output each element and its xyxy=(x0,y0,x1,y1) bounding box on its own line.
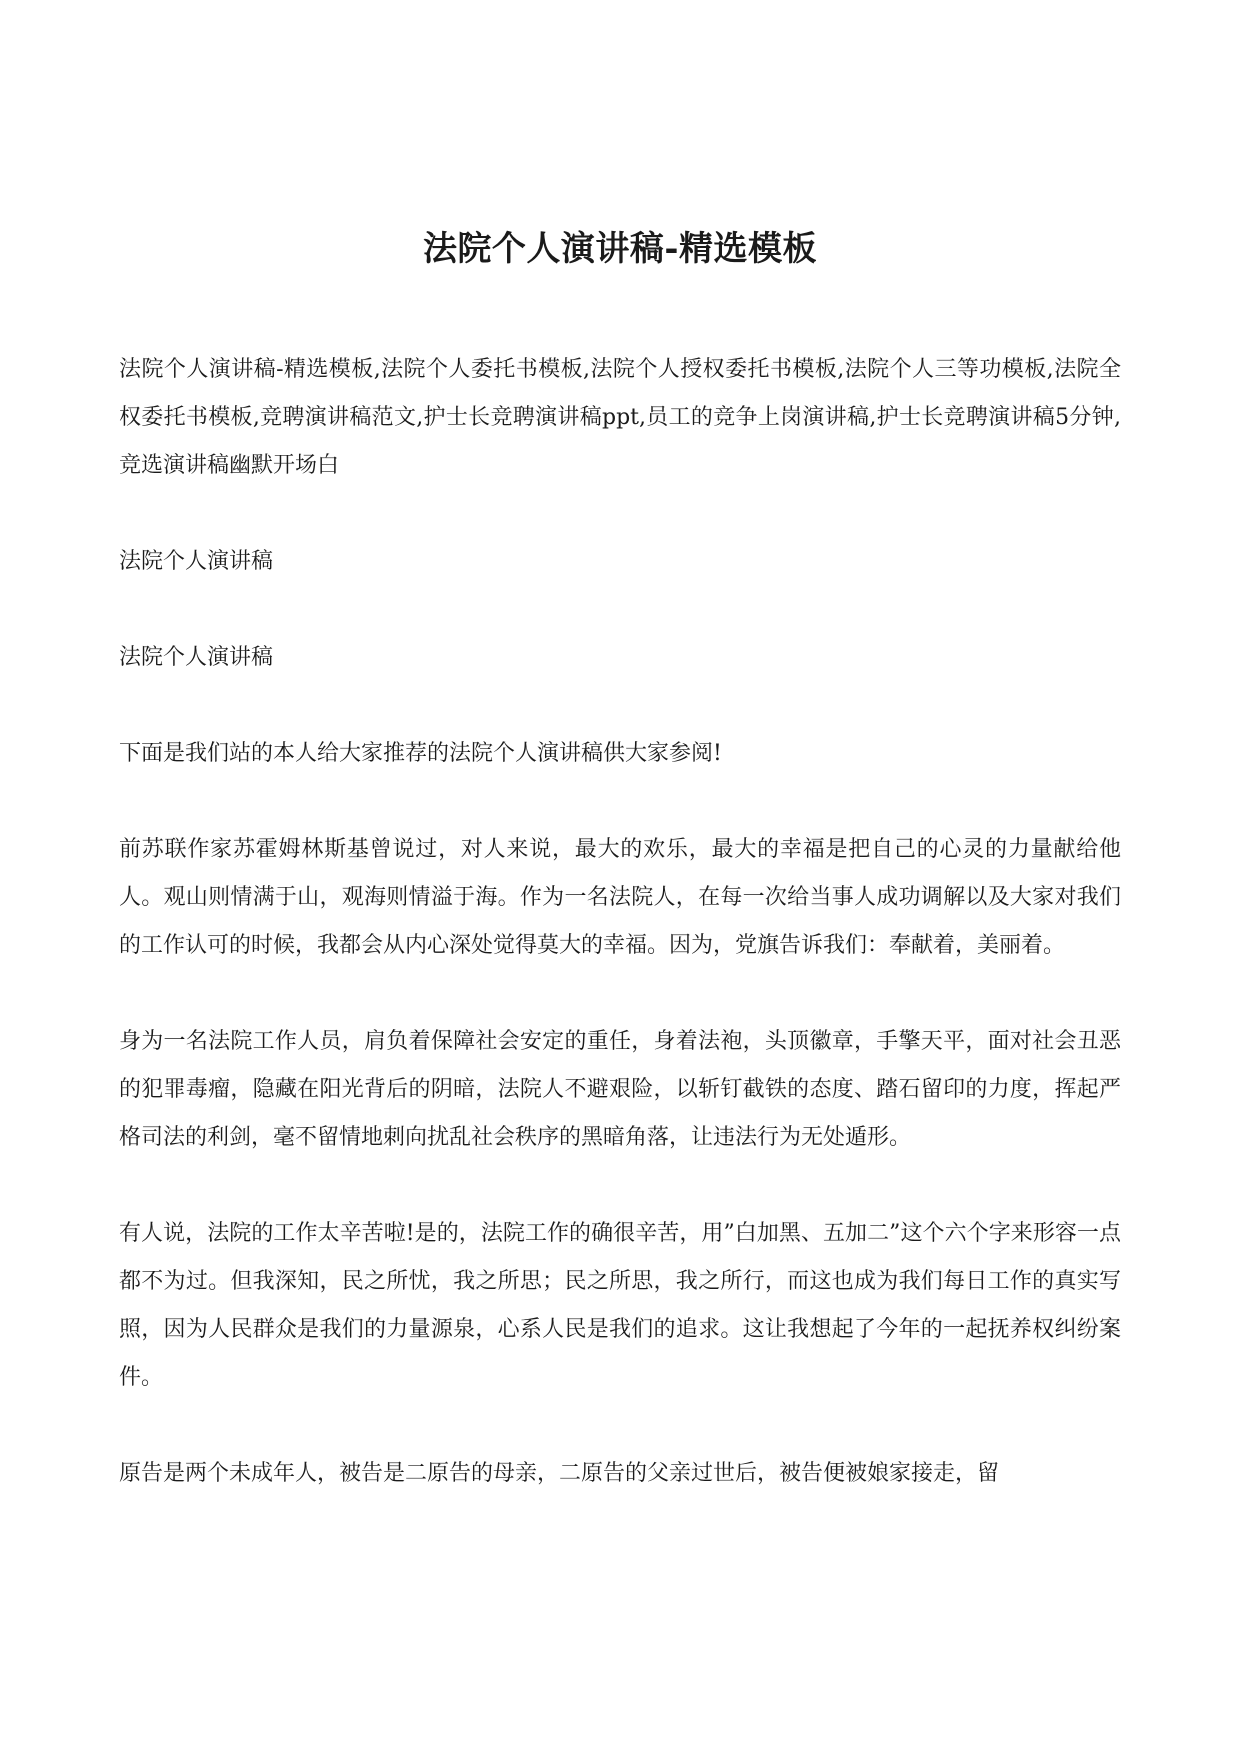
section-heading: 法院个人演讲稿 xyxy=(119,549,274,574)
body-paragraph: 有人说，法院的工作太辛苦啦!是的，法院工作的确很辛苦，用”白加黑、五加二”这个六个字来形容一点都不为过。但我深知，民之所忧，我之所思；民之所思，我之所行，而这也成为我们每日工作的真实写照，因为人民群众是我们的力量源泉，心系人民是我们的追求。这让我想起了今年的一起抚养权纠纷案件。 xyxy=(119,1221,1121,1390)
keywords-paragraph: 法院个人演讲稿-精选模板,法院个人委托书模板,法院个人授权委托书模板,法院个人三等功模板,法院全权委托书模板,竞聘演讲稿范文,护士长竞聘演讲稿ppt,员工的竞争上岗演讲稿,护士长竞聘演讲稿5分钟,竞选演讲稿幽默开场白 xyxy=(119,357,1121,478)
document-body xyxy=(119,346,1121,1546)
body-paragraph: 前苏联作家苏霍姆林斯基曾说过，对人来说，最大的欢乐，最大的幸福是把自己的心灵的力量献给他人。观山则情满于山，观海则情溢于海。作为一名法院人，在每一次给当事人成功调解以及大家对我们的工作认可的时候，我都会从内心深处觉得莫大的幸福。因为，党旗告诉我们：奉献着，美丽着。 xyxy=(119,837,1121,958)
intro-paragraph: 下面是我们站的本人给大家推荐的法院个人演讲稿供大家参阅! xyxy=(119,741,722,766)
section-heading: 法院个人演讲稿 xyxy=(119,645,274,670)
document-title: 法院个人演讲稿-精选模板 xyxy=(422,229,818,269)
body-paragraph: 身为一名法院工作人员，肩负着保障社会安定的重任，身着法袍，头顶徽章，手擎天平，面对社会丑恶的犯罪毒瘤，隐藏在阳光背后的阴暗，法院人不避艰险，以斩钉截铁的态度、踏石留印的力度，挥起严格司法的利剑，毫不留情地刺向扰乱社会秩序的黑暗角落，让违法行为无处遁形。 xyxy=(119,1029,1121,1150)
body-paragraph: 原告是两个未成年人，被告是二原告的母亲，二原告的父亲过世后，被告便被娘家接走，留 xyxy=(119,1461,1000,1486)
